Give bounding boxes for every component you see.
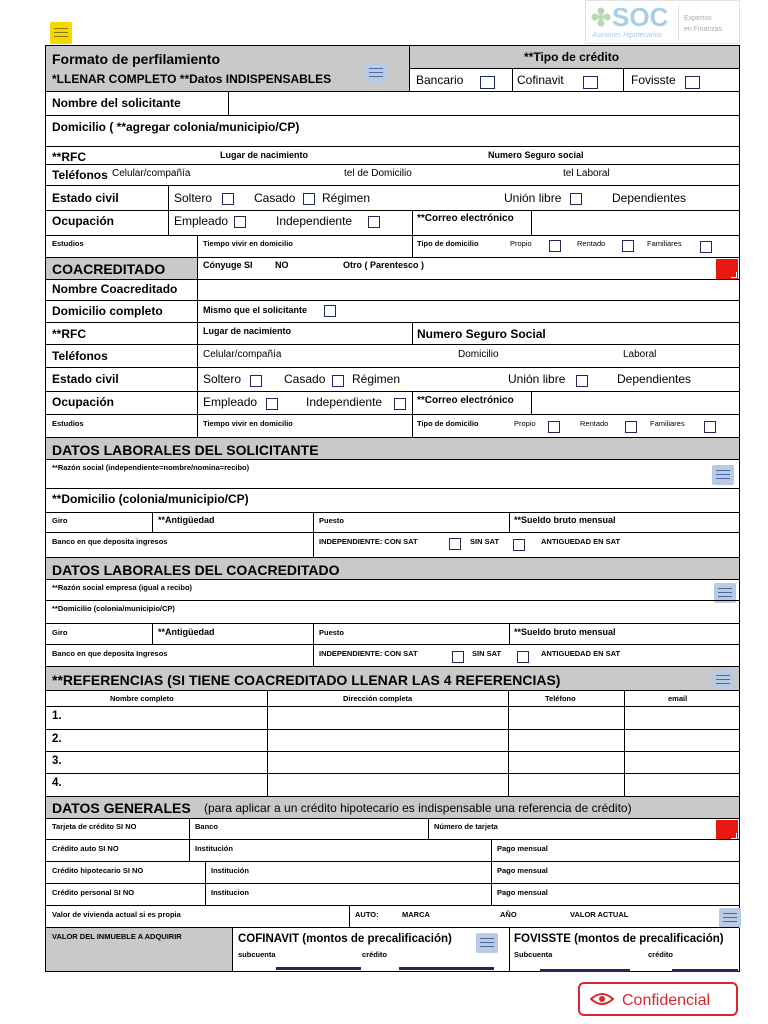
rentado-label: Rentado xyxy=(577,239,606,248)
propio-label: Propio xyxy=(510,239,532,248)
antiguedad-sat-label: ANTIGUEDAD EN SAT xyxy=(541,537,621,546)
ref-header-nombre: Nombre completo xyxy=(110,694,174,703)
independiente-sat-label: INDEPENDIENTE: CON SAT xyxy=(319,537,418,546)
nss-label: Numero Seguro social xyxy=(488,150,584,160)
ocupacion-label: Ocupación xyxy=(52,214,115,228)
coa-puesto-label: Puesto xyxy=(319,628,345,637)
coa-union-libre-label: Unión libre xyxy=(508,372,566,386)
flower-icon xyxy=(590,6,612,28)
credit-cofinavit: Cofinavit xyxy=(517,73,564,87)
logo xyxy=(585,0,740,44)
coa-sin-sat-checkbox[interactable] xyxy=(517,651,529,663)
con-sat-checkbox[interactable] xyxy=(449,538,461,550)
subcuenta-1-label: subcuenta xyxy=(238,950,276,959)
coa-ocupacion-label: Ocupación xyxy=(52,395,115,409)
logo-tagline: Asesores Hipotecarios xyxy=(592,32,663,39)
coa-rentado-label: Rentado xyxy=(580,419,609,428)
nombre-coacreditado: Nombre Coacreditado xyxy=(52,282,178,296)
note-icon[interactable] xyxy=(712,670,734,690)
estado-civil-label: Estado civil xyxy=(52,191,119,205)
coa-lab-domicilio-label: **Domicilio (colonia/municipio/CP) xyxy=(52,604,175,613)
coa-casado-checkbox[interactable] xyxy=(332,375,344,387)
mismo-solicitante-checkbox[interactable] xyxy=(324,305,336,317)
note-icon[interactable] xyxy=(719,908,741,928)
mismo-solicitante-label: Mismo que el solicitante xyxy=(203,305,308,315)
credit-fovisste: Fovisste xyxy=(631,73,676,87)
coa-propio-label: Propio xyxy=(514,419,536,428)
coa-sin-sat-label: SIN SAT xyxy=(472,649,502,658)
coa-giro-label: Giro xyxy=(52,628,68,637)
banco-label: Banco en que deposita ingresos xyxy=(52,537,168,546)
valor-vivienda-label: Valor de vivienda actual si es propia xyxy=(52,910,181,919)
soltero-checkbox[interactable] xyxy=(222,193,234,205)
cofinavit-montos-label: COFINAVIT (montos de precalificación) xyxy=(238,933,452,945)
coa-union-libre-checkbox[interactable] xyxy=(576,375,588,387)
correo-label: **Correo electrónico xyxy=(417,213,514,224)
note-icon[interactable] xyxy=(712,465,734,485)
familiares-label: Familiares xyxy=(647,239,682,248)
coa-domicilio-tel-label: Domicilio xyxy=(458,349,499,360)
ref-row-1: 1. xyxy=(52,710,62,722)
coa-propio-checkbox[interactable] xyxy=(548,421,560,433)
ref-row-4: 4. xyxy=(52,777,62,789)
coa-estudios-label: Estudios xyxy=(52,419,84,428)
coa-rentado-checkbox[interactable] xyxy=(625,421,637,433)
coa-rfc-label: **RFC xyxy=(52,327,87,341)
coa-sueldo-label: **Sueldo bruto mensual xyxy=(514,627,616,637)
coa-celular-label: Celular/compañía xyxy=(203,349,282,360)
coa-con-sat-checkbox[interactable] xyxy=(452,651,464,663)
estudios-label: Estudios xyxy=(52,239,84,248)
bancario-checkbox[interactable] xyxy=(480,76,495,89)
union-libre-label: Unión libre xyxy=(504,191,562,205)
form-subtitle: *LLENAR COMPLETO **Datos INDISPENSABLES xyxy=(52,72,332,86)
conyuge-no-label: NO xyxy=(275,260,289,270)
subcuenta-1-field[interactable] xyxy=(276,967,361,970)
sueldo-label: **Sueldo bruto mensual xyxy=(514,515,616,525)
coa-casado-label: Casado xyxy=(284,372,326,386)
credito-2-label: crédito xyxy=(648,950,674,959)
referencias-title: **REFERENCIAS (SI TIENE COACREDITADO LLENAR LAS 4 REFERENCIAS) xyxy=(52,672,561,688)
coa-empleado-label: Empleado xyxy=(203,395,258,409)
institucion-2-label: Institución xyxy=(211,866,249,875)
pago-mensual-2-label: Pago mensual xyxy=(497,866,548,875)
institucion-3-label: Institucion xyxy=(211,888,249,897)
credito-personal-label: Crédito personal SI NO xyxy=(52,888,135,897)
coa-familiares-label: Familiares xyxy=(650,419,685,428)
sticky-note-icon[interactable] xyxy=(50,22,72,44)
independiente-label: Independiente xyxy=(276,214,353,228)
coa-laboral-label: Laboral xyxy=(623,349,657,360)
ref-header-email: email xyxy=(668,694,688,703)
form-title: Formato de perfilamiento xyxy=(52,51,221,67)
auto-label: AUTO: xyxy=(355,910,379,919)
logo-side-1: Expertos xyxy=(684,15,712,22)
coa-telefonos-label: Teléfonos xyxy=(52,349,108,363)
coa-razon-label: **Razón social empresa (igual a recibo) xyxy=(52,583,193,592)
institucion-1-label: Institución xyxy=(195,844,233,853)
casado-label: Casado xyxy=(254,191,296,205)
valor-actual-label: VALOR ACTUAL xyxy=(570,910,629,919)
laborales-coa-title: DATOS LABORALES DEL COACREDITADO xyxy=(52,562,340,578)
empleado-label: Empleado xyxy=(174,214,229,228)
antiguedad-label: **Antigüedad xyxy=(158,515,215,525)
independiente-checkbox[interactable] xyxy=(368,216,380,228)
tarjeta-label: Tarjeta de crédito SI NO xyxy=(52,822,137,831)
rfc-label: **RFC xyxy=(52,150,87,164)
subcuenta-2-field[interactable] xyxy=(540,969,630,972)
razon-social-label: **Razón social (independiente=nombre/nomina=recibo) xyxy=(52,463,250,472)
anio-label: AÑO xyxy=(500,910,517,919)
laborales-sol-title: DATOS LABORALES DEL SOLICITANTE xyxy=(52,442,319,458)
nombre-solicitante: Nombre del solicitante xyxy=(52,96,181,110)
tipo-domicilio-label: Tipo de domicilio xyxy=(417,239,479,248)
credito-2-field[interactable] xyxy=(672,969,738,972)
otro-label: Otro ( Parentesco ) xyxy=(343,260,425,270)
logo-side-2: en Finanzas xyxy=(684,26,723,33)
note-icon[interactable] xyxy=(476,933,498,953)
puesto-label: Puesto xyxy=(319,516,345,525)
fovisste-checkbox[interactable] xyxy=(685,76,700,89)
comment-flag-icon[interactable] xyxy=(716,820,738,840)
lab-domicilio-label: **Domicilio (colonia/municipio/CP) xyxy=(52,492,249,506)
cofinavit-checkbox[interactable] xyxy=(583,76,598,89)
tiempo-vivir-label: Tiempo vivir en domicilio xyxy=(203,239,293,248)
regimen-label: Régimen xyxy=(322,191,371,205)
banco-tarjeta-label: Banco xyxy=(195,822,218,831)
credit-type-title: **Tipo de crédito xyxy=(524,50,620,64)
coa-antiguedad-sat-label: ANTIGUEDAD EN SAT xyxy=(541,649,621,658)
generales-subtitle: (para aplicar a un crédito hipotecario es indispensable una referencia de crédito) xyxy=(204,801,632,815)
coa-independiente-label: Independiente xyxy=(306,395,383,409)
ref-header-telefono: Teléfono xyxy=(545,694,576,703)
dependientes-label: Dependientes xyxy=(612,191,687,205)
credito-hipotecario-label: Crédito hipotecario SI NO xyxy=(52,866,144,875)
union-libre-checkbox[interactable] xyxy=(570,193,582,205)
pago-mensual-1-label: Pago mensual xyxy=(497,844,548,853)
celular-label: Celular/compañía xyxy=(112,168,191,179)
ref-row-3: 3. xyxy=(52,755,62,767)
subcuenta-2-label: Subcuenta xyxy=(514,950,553,959)
coa-empleado-checkbox[interactable] xyxy=(266,398,278,410)
domicilio-coacreditado: Domicilio completo xyxy=(52,304,163,318)
domicilio-solicitante: Domicilio ( **agregar colonia/municipio/CP) xyxy=(52,120,300,134)
confidential-badge xyxy=(578,982,738,1016)
empleado-checkbox[interactable] xyxy=(234,216,246,228)
note-icon[interactable] xyxy=(365,63,387,83)
ref-row-2: 2. xyxy=(52,733,62,745)
soltero-label: Soltero xyxy=(174,191,213,205)
fovisste-montos-label: FOVISSTE (montos de precalificación) xyxy=(514,933,724,945)
generales-title: DATOS GENERALES xyxy=(52,800,191,816)
telefonos-label: Teléfonos xyxy=(52,168,108,182)
credito-auto-label: Crédito auto SI NO xyxy=(52,844,119,853)
coa-familiares-checkbox[interactable] xyxy=(704,421,716,433)
coa-correo-label: **Correo electrónico xyxy=(417,395,514,406)
eye-icon xyxy=(590,992,614,1006)
coa-nss-label: Numero Seguro Social xyxy=(417,327,546,341)
sin-sat-checkbox[interactable] xyxy=(513,539,525,551)
marca-label: MARCA xyxy=(402,910,430,919)
coa-lugar-nacimiento-label: Lugar de nacimiento xyxy=(203,326,292,336)
pago-mensual-3-label: Pago mensual xyxy=(497,888,548,897)
logo-brand: SOC xyxy=(612,2,669,32)
comment-flag-icon[interactable] xyxy=(716,259,738,279)
giro-label: Giro xyxy=(52,516,68,525)
propio-checkbox[interactable] xyxy=(549,240,561,252)
numero-tarjeta-label: Número de tarjeta xyxy=(434,822,498,831)
coa-tipo-domicilio-label: Tipo de domicilio xyxy=(417,419,479,428)
coa-soltero-checkbox[interactable] xyxy=(250,375,262,387)
tel-laboral-label: tel Laboral xyxy=(563,168,610,179)
confidential-label: Confidencial xyxy=(622,992,711,1009)
coa-banco-label: Banco en que deposita Ingresos xyxy=(52,649,168,658)
casado-checkbox[interactable] xyxy=(303,193,315,205)
lugar-nacimiento-label: Lugar de nacimiento xyxy=(220,150,309,160)
conyuge-label: Cónyuge SI xyxy=(203,260,253,270)
coa-regimen-label: Régimen xyxy=(352,372,401,386)
ref-header-direccion: Dirección completa xyxy=(343,694,413,703)
coa-estado-civil-label: Estado civil xyxy=(52,372,119,386)
rentado-checkbox[interactable] xyxy=(622,240,634,252)
coacreditado-title: COACREDITADO xyxy=(52,261,166,277)
tel-domicilio-label: tel de Domicilio xyxy=(344,168,412,179)
sin-sat-label: SIN SAT xyxy=(470,537,500,546)
coa-independiente-checkbox[interactable] xyxy=(394,398,406,410)
coa-tiempo-vivir-label: Tiempo vivir en domicilio xyxy=(203,419,293,428)
coa-antiguedad-label: **Antigüedad xyxy=(158,627,215,637)
familiares-checkbox[interactable] xyxy=(700,241,712,253)
coa-soltero-label: Soltero xyxy=(203,372,242,386)
credito-1-label: crédito xyxy=(362,950,388,959)
coa-independiente-sat-label: INDEPENDIENTE: CON SAT xyxy=(319,649,418,658)
credito-1-field[interactable] xyxy=(399,967,494,970)
credit-bancario: Bancario xyxy=(416,73,464,87)
valor-inmueble-label: VALOR DEL INMUEBLE A ADQUIRIR xyxy=(52,932,182,941)
coa-dependientes-label: Dependientes xyxy=(617,372,692,386)
